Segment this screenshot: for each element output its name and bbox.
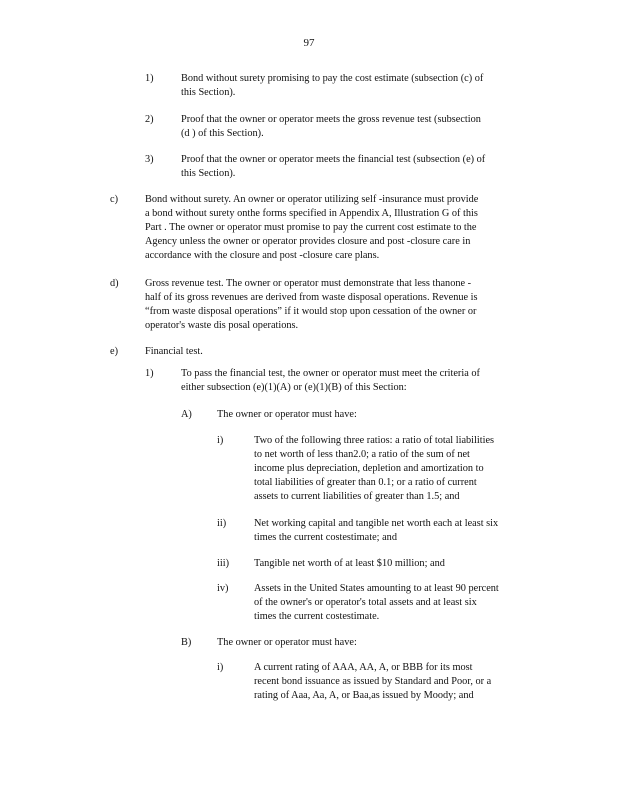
item-text xyxy=(145,277,534,333)
item-text xyxy=(254,434,538,504)
text-line: Gross revenue test. The owner or operator must demonstrate that less thanone - xyxy=(145,278,472,289)
page-number: 97 xyxy=(303,37,315,49)
text-line: recent bond issuance as issued by Standard and Poor, or a xyxy=(254,676,492,687)
text-line: The owner or operator must have: xyxy=(217,409,357,420)
text-line: Financial test. xyxy=(145,346,203,357)
item-text xyxy=(254,582,538,624)
item-label: i) xyxy=(217,435,224,446)
item-text xyxy=(181,367,534,395)
text-line: times the current costestimate. xyxy=(254,611,380,622)
text-line: rating of Aaa, Aa, A, or Baa,as issued by Moody; and xyxy=(254,690,474,701)
item-text xyxy=(181,153,534,181)
text-line: assets to current liabilities of greater than 1.5; and xyxy=(254,491,460,502)
item-label: iv) xyxy=(217,583,229,594)
text-line: income plus depreciation, depletion and amortization to xyxy=(254,463,484,474)
text-line: A current rating of AAA, AA, A, or BBB for its most xyxy=(254,662,473,673)
item-label: 1) xyxy=(145,368,154,379)
text-line: of the owner's or operator's total assets and at least six xyxy=(254,597,477,608)
text-line: total liabilities of greater than 0.1; or a ratio of current xyxy=(254,477,477,488)
item-text xyxy=(217,408,534,422)
item-text xyxy=(254,517,538,545)
text-line: Assets in the United States amounting to at least 90 percent xyxy=(254,583,499,594)
item-text xyxy=(254,661,538,703)
text-line: “from waste disposal operations” if it would stop upon cessation of the owner or xyxy=(145,306,477,317)
text-line: Tangible net worth of at least $10 million; and xyxy=(254,558,445,569)
text-line: The owner or operator must have: xyxy=(217,637,357,648)
item-text xyxy=(145,345,534,359)
text-line: operator's waste dis posal operations. xyxy=(145,320,299,331)
text-line: Net working capital and tangible net worth each at least six xyxy=(254,518,499,529)
item-label: iii) xyxy=(217,558,230,569)
text-line: this Section). xyxy=(181,168,236,179)
item-label: ii) xyxy=(217,518,227,529)
item-label: e) xyxy=(110,346,118,357)
text-line: either subsection (e)(1)(A) or (e)(1)(B) of this Section: xyxy=(181,382,407,393)
text-line: Two of the following three ratios: a ratio of total liabilities xyxy=(254,435,495,446)
item-label: i) xyxy=(217,662,224,673)
text-line: Proof that the owner or operator meets the financial test (subsection (e) of xyxy=(181,154,486,165)
text-line: this Section). xyxy=(181,87,236,98)
item-text xyxy=(181,72,534,100)
text-line: (d ) of this Section). xyxy=(181,128,264,139)
text-line: Bond without surety. An owner or operator utilizing self -insurance must provide xyxy=(145,194,479,205)
item-text xyxy=(181,113,534,141)
item-label: A) xyxy=(181,409,192,420)
item-label: c) xyxy=(110,194,118,205)
item-label: 3) xyxy=(145,154,154,165)
text-line: Part . The owner or operator must promise to pay the current cost estimate to the xyxy=(145,222,477,233)
text-line: to net worth of less than2.0; a ratio of the sum of net xyxy=(254,449,470,460)
item-label: 1) xyxy=(145,73,154,84)
item-label: d) xyxy=(110,278,119,289)
text-line: half of its gross revenues are derived from waste disposal operations. Revenue is xyxy=(145,292,478,303)
item-text xyxy=(254,557,538,571)
text-line: a bond without surety onthe forms specified in Appendix A, Illustration G of this xyxy=(145,208,478,219)
item-text xyxy=(145,193,534,263)
text-line: Bond without surety promising to pay the cost estimate (subsection (c) of xyxy=(181,73,484,84)
text-line: Agency unless the owner or operator provides closure and post -closure care in xyxy=(145,236,471,247)
text-line: Proof that the owner or operator meets the gross revenue test (subsection xyxy=(181,114,481,125)
item-label: 2) xyxy=(145,114,154,125)
text-line: To pass the financial test, the owner or operator must meet the criteria of xyxy=(181,368,480,379)
text-line: times the current costestimate; and xyxy=(254,532,397,543)
text-line: accordance with the closure and post -closure care plans. xyxy=(145,250,380,261)
item-text xyxy=(217,636,534,650)
item-label: B) xyxy=(181,637,192,648)
